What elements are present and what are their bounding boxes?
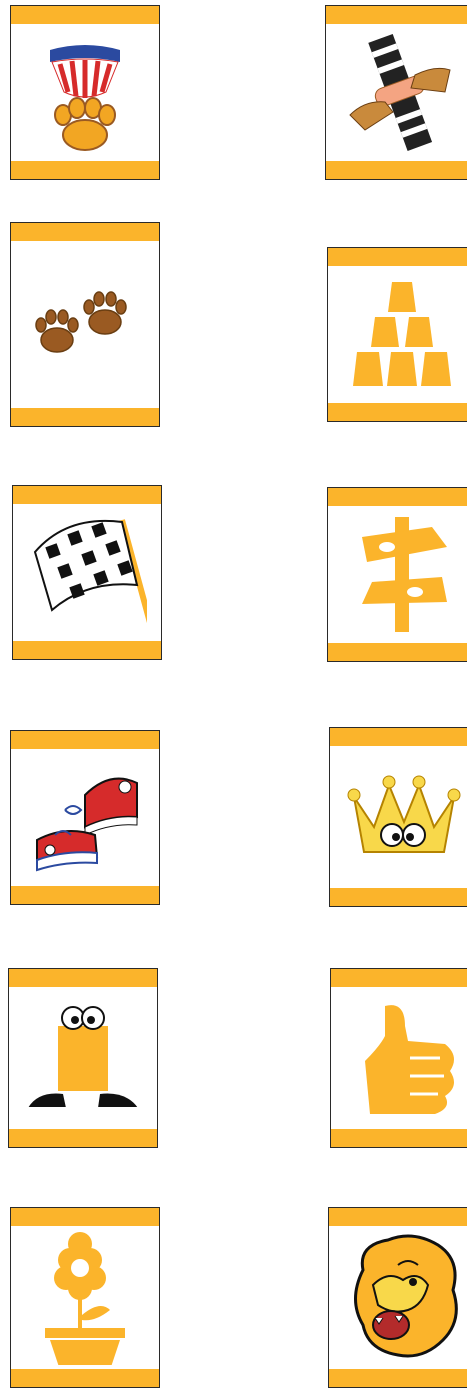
card-bottom-bar <box>11 161 159 179</box>
sneakers-icon <box>11 749 159 886</box>
card-top-bar <box>331 969 467 987</box>
card-bottom-bar <box>11 408 159 426</box>
card-band-aid[interactable] <box>325 5 467 180</box>
card-top-bar <box>11 223 159 241</box>
card-bottom-bar <box>331 1129 467 1147</box>
card-checkered-flag[interactable] <box>12 485 162 660</box>
card-bottom-bar <box>328 403 467 421</box>
card-bottom-bar <box>329 1369 467 1387</box>
card-bottom-bar <box>9 1129 157 1147</box>
checkered-flag-icon <box>13 504 161 641</box>
card-flower-pot[interactable] <box>10 1207 160 1388</box>
card-top-bar <box>11 1208 159 1226</box>
card-top-bar <box>329 1208 467 1226</box>
card-bottom-bar <box>328 643 467 661</box>
medal-paw-icon <box>11 24 159 161</box>
card-signpost[interactable] <box>327 487 467 662</box>
card-top-bar <box>11 6 159 24</box>
card-bottom-bar <box>13 641 161 659</box>
card-medal[interactable] <box>10 5 160 180</box>
card-bottom-bar <box>11 886 159 904</box>
lion-icon <box>329 1226 467 1369</box>
card-cup-stack[interactable] <box>327 247 467 422</box>
card-lion[interactable] <box>328 1207 467 1388</box>
flower-pot-icon <box>11 1226 159 1369</box>
card-paw-prints[interactable] <box>10 222 160 427</box>
card-thumbs-up[interactable] <box>330 968 467 1148</box>
card-bottom-bar <box>330 888 467 906</box>
cup-stack-icon <box>328 266 467 403</box>
card-box-character[interactable] <box>8 968 158 1148</box>
signpost-icon <box>328 506 467 643</box>
box-character-icon <box>9 987 157 1129</box>
card-bottom-bar <box>11 1369 159 1387</box>
thumbs-up-icon <box>331 987 467 1129</box>
card-crown[interactable] <box>329 727 467 907</box>
crown-eyes-icon <box>330 746 467 888</box>
card-top-bar <box>326 6 467 24</box>
card-top-bar <box>328 488 467 506</box>
paw-prints-icon <box>11 241 159 408</box>
card-top-bar <box>11 731 159 749</box>
card-bottom-bar <box>326 161 467 179</box>
card-top-bar <box>330 728 467 746</box>
band-aid-hands-icon <box>326 24 467 161</box>
card-top-bar <box>328 248 467 266</box>
card-top-bar <box>13 486 161 504</box>
card-sneakers[interactable] <box>10 730 160 905</box>
card-top-bar <box>9 969 157 987</box>
